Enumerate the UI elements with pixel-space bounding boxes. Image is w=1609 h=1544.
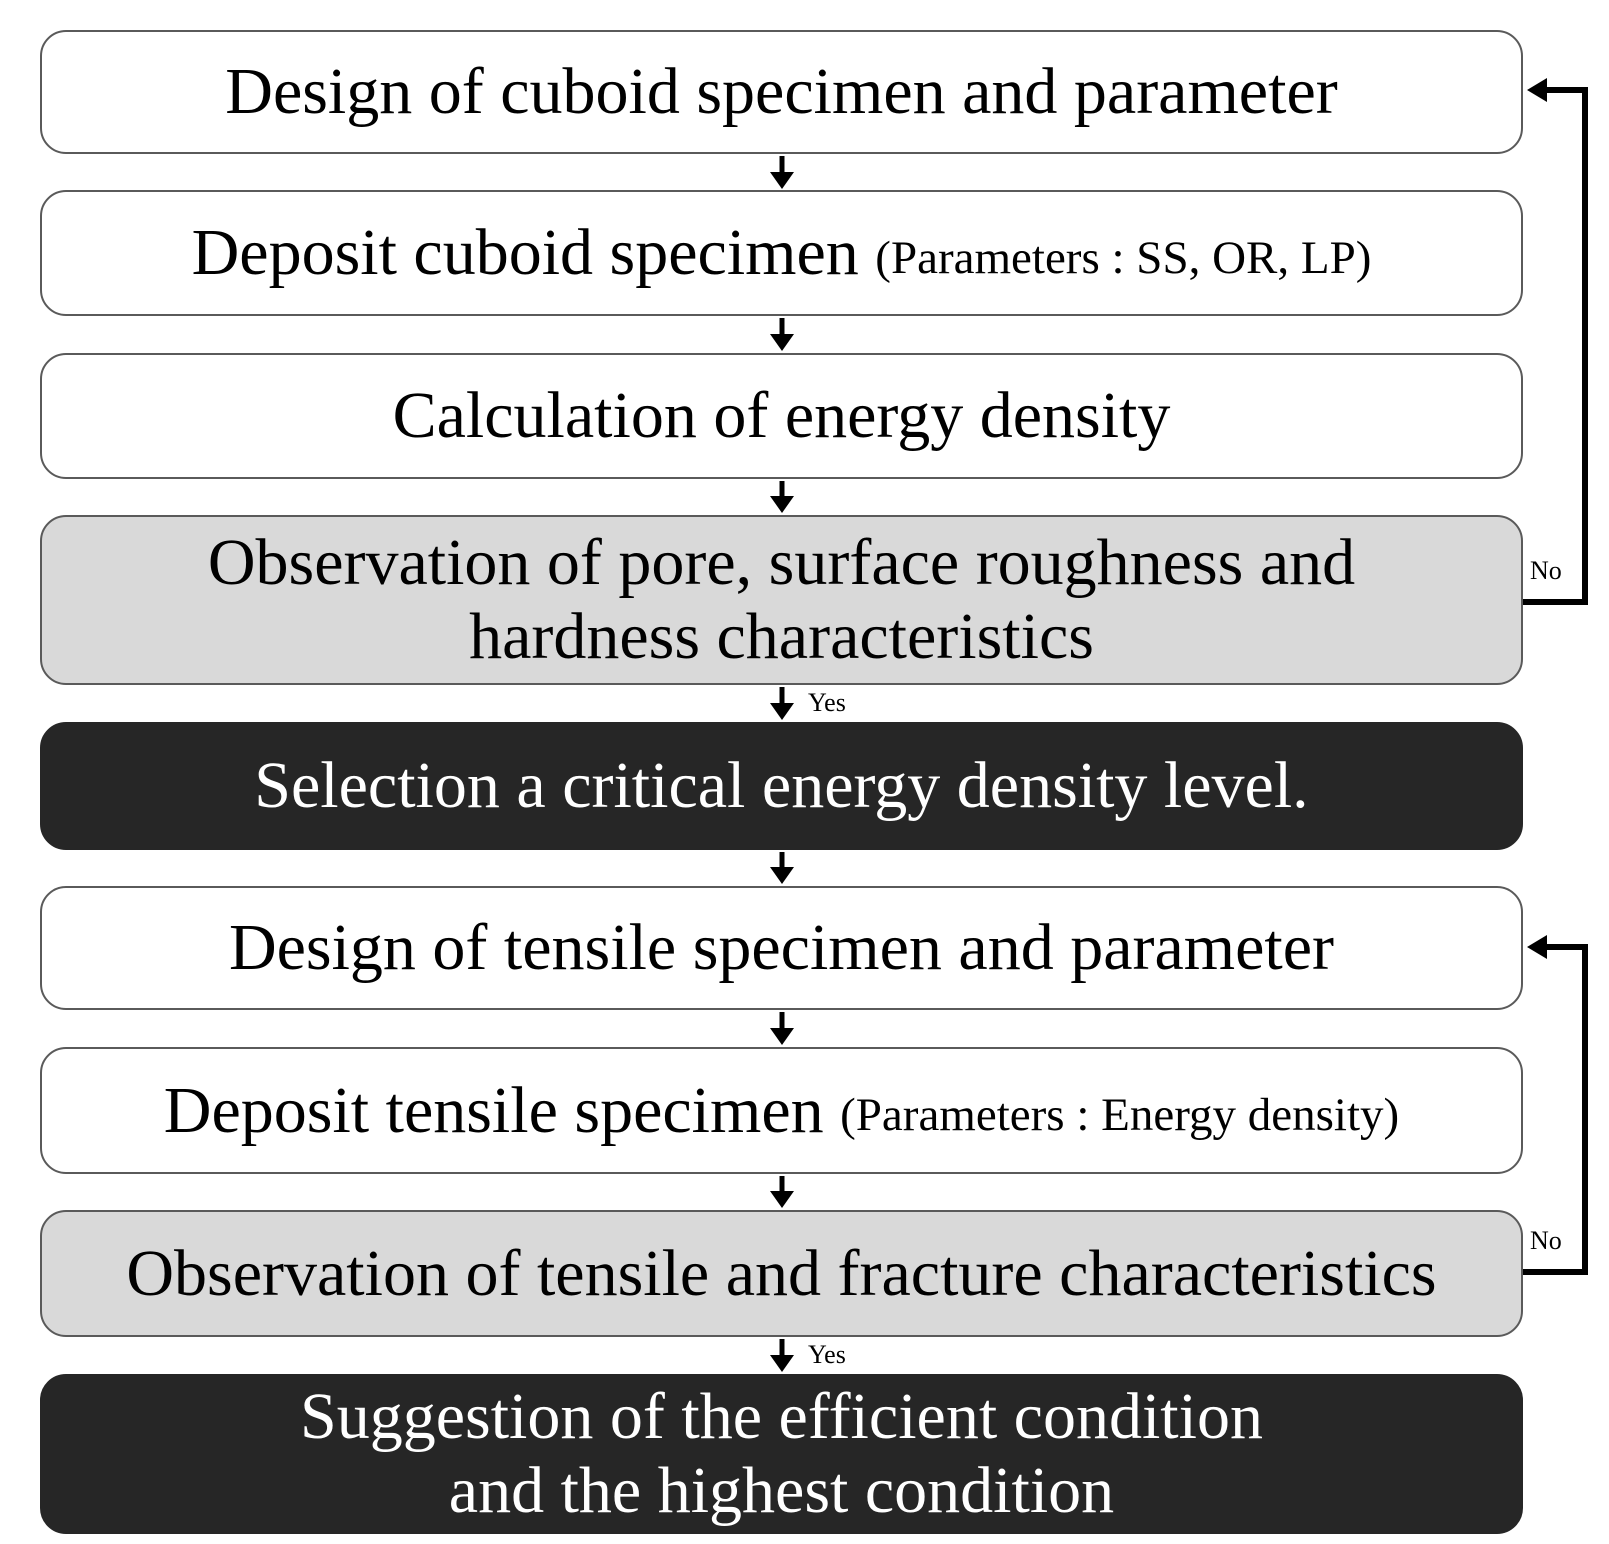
decision-1-yes-label: Yes [808,688,846,717]
arrow-8-9-yes [770,1339,794,1372]
step-observe-pore-line-1: Observation of pore, surface roughness and [207,526,1356,600]
step-calculate-energy-density-label: Calculation of energy density [392,379,1171,453]
step-deposit-tensile-params: (Parameters : Energy density) [840,1089,1400,1142]
step-deposit-cuboid-label: Deposit cuboid specimen [191,216,876,290]
step-suggest-conditions-line-1: Suggestion of the efficient condition [300,1380,1263,1454]
step-select-critical-energy-label: Selection a critical energy density level. [254,749,1309,823]
step-design-cuboid-label: Design of cuboid specimen and parameter [225,55,1338,129]
step-observe-tensile-fracture-label: Observation of tensile and fracture characteristics [126,1236,1437,1310]
decision-2-no-label: No [1530,1226,1562,1255]
feedback-loop-no-2 [1523,935,1585,1272]
feedback-loop-no-1 [1523,78,1585,602]
arrow-7-8 [770,1176,794,1208]
step-suggest-conditions-line-2: and the highest condition [448,1454,1115,1527]
arrow-1-2 [770,156,794,189]
arrow-6-7 [770,1012,794,1045]
arrow-4-5-yes [770,687,794,720]
arrow-5-6 [770,852,794,884]
step-deposit-tensile-label: Deposit tensile specimen [163,1073,841,1147]
arrow-2-3 [770,318,794,351]
decision-1-no-label: No [1530,556,1562,585]
step-design-tensile-label: Design of tensile specimen and parameter [228,911,1335,985]
step-deposit-cuboid-params: (Parameters : SS, OR, LP) [875,231,1372,284]
arrow-3-4 [770,481,794,513]
step-observe-pore-line-2: hardness characteristics [469,600,1094,673]
decision-2-yes-label: Yes [808,1340,846,1369]
